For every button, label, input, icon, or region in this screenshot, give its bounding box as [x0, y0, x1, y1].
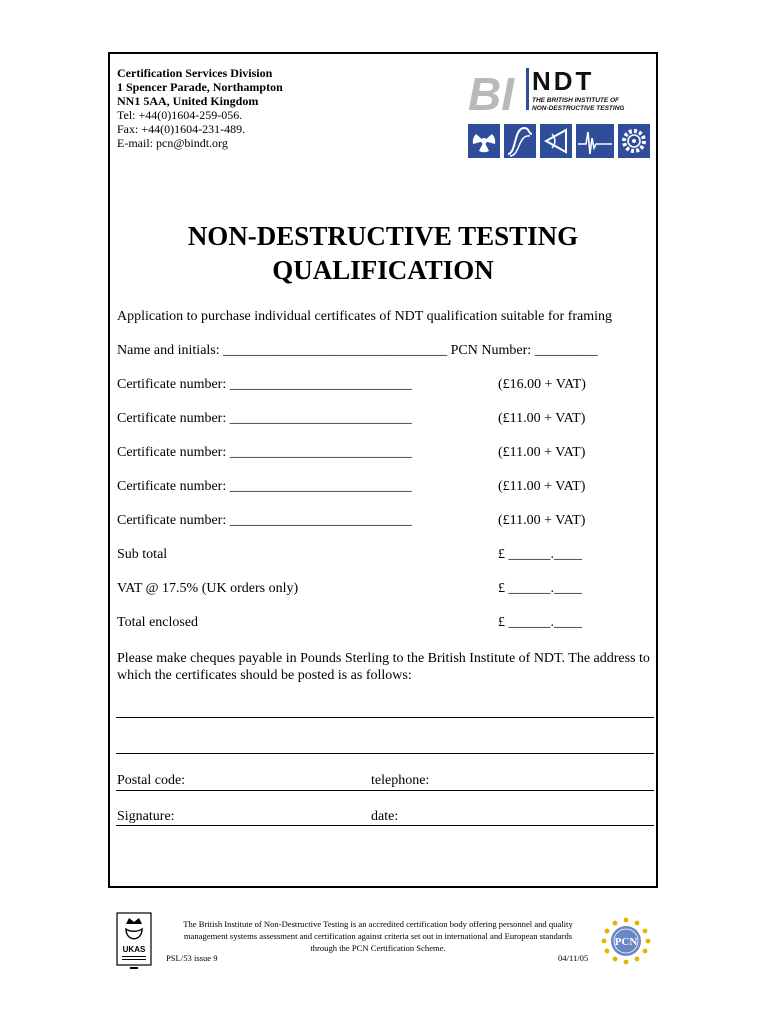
logo-sub1: THE BRITISH INSTITUTE OF	[532, 97, 620, 104]
org-fax: Fax: +44(0)1604-231-489.	[117, 122, 246, 136]
ukas-logo	[116, 912, 152, 970]
certificate-price-1: (£16.00 + VAT)	[498, 377, 586, 392]
org-street: 1 Spencer Parade, Northampton	[117, 80, 283, 94]
vat-label: VAT @ 17.5% (UK orders only)	[117, 581, 299, 596]
certificate-number-field-5[interactable]: Certificate number: __________________________	[117, 513, 412, 528]
title-line2: QUALIFICATION	[272, 255, 494, 285]
cheque-note: Please make cheques payable in Pounds Sterling to the British Institute of NDT. The address to which the certificates should be posted is as follows:	[117, 651, 650, 683]
bindt-logo	[466, 64, 652, 160]
footer-line2: management systems assessment and certification against criteria set out in international and European standards	[183, 931, 573, 941]
subtotal-label: Sub total	[117, 547, 168, 562]
certificate-number-field-4[interactable]: Certificate number: __________________________	[117, 479, 412, 494]
certificate-number-field-2[interactable]: Certificate number: __________________________	[117, 411, 412, 426]
footer-accreditation	[163, 918, 593, 954]
postal-telephone-line[interactable]	[116, 790, 654, 791]
name-and-pcn-field[interactable]: Name and initials: ________________________________ PCN Number: _________	[117, 343, 598, 358]
page-title	[110, 219, 656, 287]
certificate-number-field-3[interactable]: Certificate number: __________________________	[117, 445, 412, 460]
ultrasonic-icon	[540, 124, 572, 158]
pcn-logo	[596, 916, 656, 966]
certificate-price-2: (£11.00 + VAT)	[498, 411, 586, 426]
form-border	[108, 52, 658, 888]
intro-text: Application to purchase individual certificates of NDT qualification suitable for framing	[117, 309, 613, 324]
org-email: E-mail: pcn@bindt.org	[117, 136, 228, 150]
telephone-label: telephone:	[371, 773, 430, 788]
org-telephone: Tel: +44(0)1604-259-056.	[117, 108, 243, 122]
footer-line3: through the PCN Certification Scheme.	[310, 943, 446, 953]
title-line1: NON-DESTRUCTIVE TESTING	[187, 221, 579, 251]
org-postcode: NN1 5AA, United Kingdom	[117, 94, 259, 108]
certificate-price-5: (£11.00 + VAT)	[498, 513, 586, 528]
total-field[interactable]: £ ______.____	[498, 615, 582, 630]
logo-ndt: NDT	[532, 66, 595, 96]
certificate-number-field-1[interactable]: Certificate number: __________________________	[117, 377, 412, 392]
footer-line1: The British Institute of Non-Destructive Testing is an accredited certification body offering personnel and quality	[183, 919, 573, 929]
certificate-price-3: (£11.00 + VAT)	[498, 445, 586, 460]
signature-label: Signature:	[117, 809, 175, 824]
subtotal-field[interactable]: £ ______.____	[498, 547, 582, 562]
signature-date-line[interactable]	[116, 825, 654, 826]
certificate-price-4: (£11.00 + VAT)	[498, 479, 586, 494]
postal-code-label: Postal code:	[117, 773, 186, 788]
document-reference: PSL/53 issue 9	[166, 953, 218, 963]
pcn-text: PCN	[614, 936, 638, 948]
logo-sub2: NON-DESTRUCTIVE TESTING	[532, 105, 625, 112]
address-line-2[interactable]	[116, 753, 654, 754]
gear-icon	[618, 124, 650, 158]
wave-icon	[504, 124, 536, 158]
radiation-icon	[468, 124, 500, 158]
waveform-icon	[576, 124, 614, 158]
total-label: Total enclosed	[117, 615, 199, 630]
document-date: 04/11/05	[558, 953, 589, 963]
logo-bi: BI	[468, 68, 514, 120]
date-label: date:	[371, 809, 399, 824]
org-division: Certification Services Division	[117, 66, 273, 80]
logo-divider	[526, 68, 529, 110]
vat-field[interactable]: £ ______.____	[498, 581, 582, 596]
ukas-text: UKAS	[122, 945, 146, 954]
crown-icon	[126, 918, 142, 924]
address-line-1[interactable]	[116, 717, 654, 718]
address-block	[117, 66, 283, 150]
